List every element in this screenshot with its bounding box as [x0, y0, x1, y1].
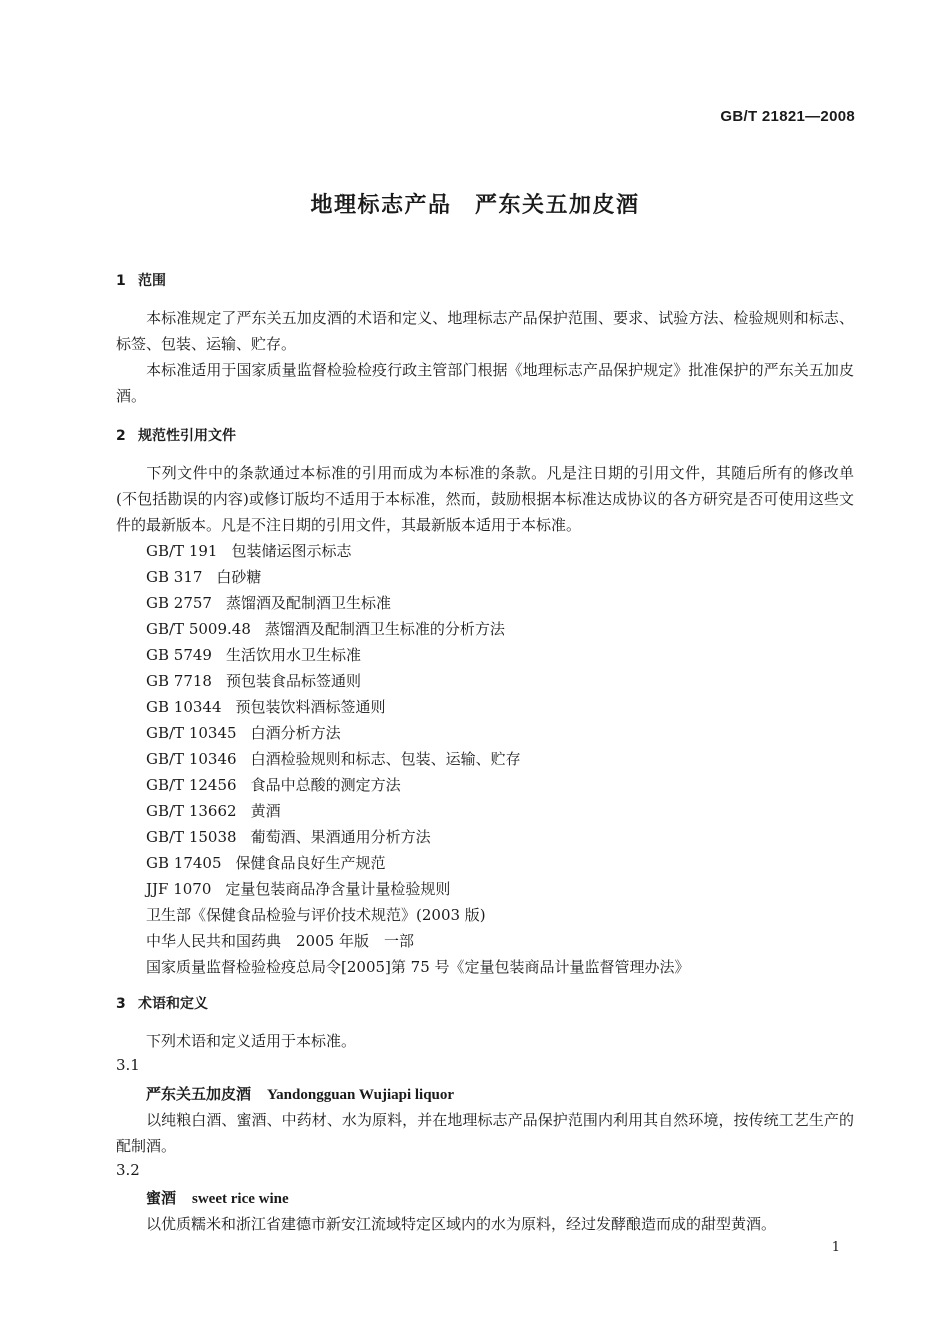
reference-title: 食品中总酸的测定方法	[250, 776, 401, 794]
page-number: 1	[831, 1240, 840, 1255]
section-title: 术语和定义	[138, 996, 208, 1012]
reference-item: 中华人民共和国药典 2005 年版 一部	[146, 932, 414, 950]
paragraph	[116, 305, 854, 357]
reference-code: GB 7718	[146, 672, 212, 690]
reference-code: GB/T 13662	[146, 802, 237, 820]
term-entry	[146, 1187, 289, 1208]
reference-item	[146, 722, 341, 743]
reference-title: 蒸馏酒及配制酒卫生标准的分析方法	[264, 620, 505, 638]
reference-item	[146, 878, 450, 899]
reference-code: GB 2757	[146, 594, 212, 612]
reference-item	[146, 800, 281, 821]
reference-item	[146, 852, 386, 873]
paragraph-text: 本标准适用于国家质量监督检验检疫行政主管部门根据《地理标志产品保护规定》批准保护的严东关五加皮酒。	[116, 361, 854, 405]
term-english: sweet rice wine	[192, 1191, 289, 1207]
reference-code: GB/T 5009.48	[146, 620, 251, 638]
section-number: 2	[116, 428, 126, 444]
section-number: 1	[116, 273, 126, 289]
term-english: Yandongguan Wujiapi liquor	[267, 1087, 455, 1103]
reference-title: 预包装食品标签通则	[225, 672, 361, 690]
reference-title: 保健食品良好生产规范	[235, 854, 386, 872]
paragraph	[116, 357, 854, 409]
reference-code: GB/T 12456	[146, 776, 237, 794]
reference-code: GB/T 15038	[146, 828, 237, 846]
page-title: 地理标志产品 严东关五加皮酒	[310, 193, 640, 218]
reference-code: GB/T 191	[146, 542, 218, 560]
section-heading-references	[116, 425, 236, 445]
reference-code: GB 10344	[146, 698, 222, 716]
section-number: 3	[116, 996, 126, 1012]
section-heading-scope	[116, 270, 166, 290]
paragraph: 下列术语和定义适用于本标准。	[146, 1032, 357, 1050]
reference-title: 定量包装商品净含量计量检验规则	[225, 880, 451, 898]
paragraph-text: 以纯粮白酒、蜜酒、中药材、水为原料，并在地理标志产品保护范围内利用其自然环境，按传统工艺生产的配制酒。	[116, 1111, 854, 1155]
term-chinese: 蜜酒	[146, 1189, 177, 1207]
paragraph-text: 下列文件中的条款通过本标准的引用而成为本标准的条款。凡是注日期的引用文件，其随后所有的修改单(不包括勘误的内容)或修订版均不适用于本标准，然而，鼓励根据本标准达成协议的各方研究是否可使用这些文件的最新版本。凡是不注日期的引用文件，其最新版本适用于本标准。	[116, 464, 854, 534]
reference-item: 卫生部《保健食品检验与评价技术规范》(2003 版)	[146, 906, 486, 924]
term-entry	[146, 1083, 454, 1104]
reference-item	[146, 670, 361, 691]
reference-item	[146, 774, 401, 795]
reference-item	[146, 644, 361, 665]
reference-item	[146, 618, 505, 639]
reference-title: 白砂糖	[216, 568, 262, 586]
reference-item	[146, 566, 261, 587]
reference-item	[146, 748, 521, 769]
reference-code: GB 17405	[146, 854, 222, 872]
reference-title: 白酒分析方法	[250, 724, 341, 742]
reference-code: GB/T 10346	[146, 750, 237, 768]
paragraph	[116, 460, 854, 538]
reference-title: 预包装饮料酒标签通则	[235, 698, 386, 716]
clause-number: 3.1	[116, 1056, 140, 1074]
reference-item	[146, 696, 386, 717]
reference-title: 葡萄酒、果酒通用分析方法	[250, 828, 431, 846]
paragraph-text: 以优质糯米和浙江省建德市新安江流域特定区域内的水为原料，经过发酵酿造而成的甜型黄酒。	[146, 1215, 777, 1233]
term-definition	[116, 1107, 854, 1159]
term-definition	[116, 1211, 854, 1237]
section-title: 规范性引用文件	[138, 428, 236, 444]
reference-item	[146, 592, 391, 613]
reference-title: 生活饮用水卫生标准	[225, 646, 361, 664]
reference-code: JJF 1070	[146, 880, 212, 898]
term-chinese: 严东关五加皮酒	[146, 1085, 252, 1103]
section-heading-terms	[116, 993, 208, 1013]
paragraph-text: 本标准规定了严东关五加皮酒的术语和定义、地理标志产品保护范围、要求、试验方法、检验规则和标志、标签、包装、运输、贮存。	[116, 309, 854, 353]
reference-code: GB/T 10345	[146, 724, 237, 742]
section-title: 范围	[138, 273, 166, 289]
reference-code: GB 5749	[146, 646, 212, 664]
reference-title: 包装储运图示标志	[231, 542, 352, 560]
reference-title: 白酒检验规则和标志、包装、运输、贮存	[250, 750, 521, 768]
reference-title: 蒸馏酒及配制酒卫生标准	[225, 594, 391, 612]
reference-item	[146, 826, 431, 847]
clause-number: 3.2	[116, 1161, 140, 1179]
reference-code: GB 317	[146, 568, 203, 586]
standard-number: GB/T 21821—2008	[720, 108, 855, 125]
reference-title: 黄酒	[250, 802, 281, 820]
reference-item: 国家质量监督检验检疫总局令[2005]第 75 号《定量包装商品计量监督管理办法》	[146, 958, 690, 976]
reference-item	[146, 540, 351, 561]
